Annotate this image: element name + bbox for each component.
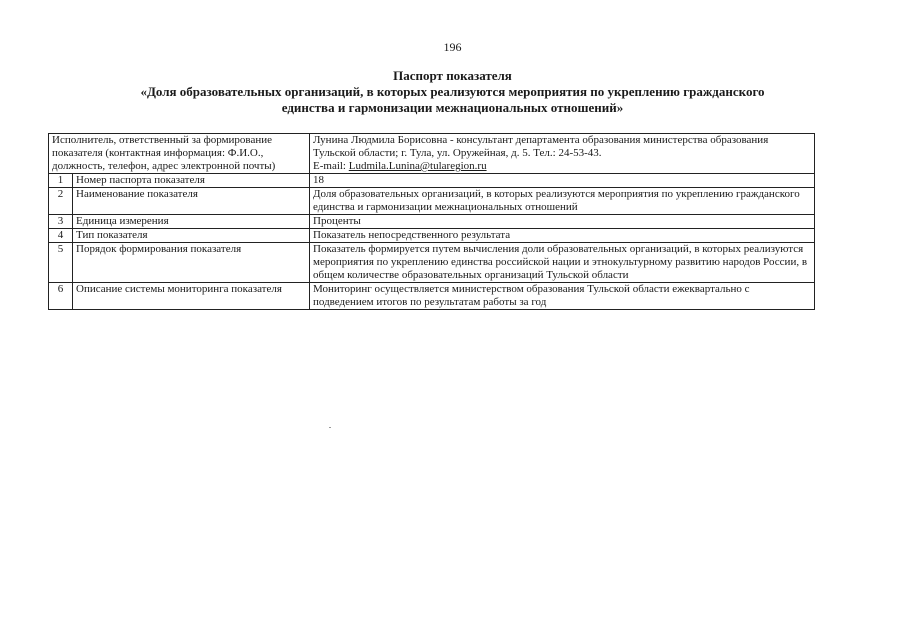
table-row [49, 174, 815, 188]
row-number: 5 [49, 243, 73, 283]
row-number: 3 [49, 215, 73, 229]
row-value: Показатель формируется путем вычисления доли образовательных организаций, в которых реализуются мероприятия по укреплению единства российской нации и этнокультурному развитию народов России, в общем количестве образовательных организаций Тульской области [310, 243, 815, 283]
title-subheading-line1: «Доля образовательных организаций, в которых реализуются мероприятия по укреплению гражданского [140, 84, 765, 99]
table-row [49, 229, 815, 243]
row-value: Проценты [310, 215, 815, 229]
page-number: 196 [443, 40, 462, 54]
email-link[interactable]: Ludmila.Lunina@tularegion.ru [348, 160, 487, 172]
row-value: Доля образовательных организаций, в которых реализуются мероприятия по укреплению гражданского единства и гармонизации межнациональных отношений [310, 188, 815, 215]
executor-email-line [313, 160, 811, 173]
row-label: Описание системы мониторинга показателя [73, 283, 310, 310]
row-label: Порядок формирования показателя [73, 243, 310, 283]
document-title [40, 68, 865, 116]
row-number: 1 [49, 174, 73, 188]
table-row [49, 243, 815, 283]
row-number: 4 [49, 229, 73, 243]
row-label: Номер паспорта показателя [73, 174, 310, 188]
indicator-passport-table [48, 133, 815, 310]
table-row [49, 283, 815, 310]
row-number: 6 [49, 283, 73, 310]
row-value: Показатель непосредственного результата [310, 229, 815, 243]
scan-speck [329, 427, 331, 428]
executor-contact: Лунина Людмила Борисовна - консультант департамента образования министерства образования Тульской области; г. Тула, ул. Оружейная, д. 5. Тел.: 24-53-43. [313, 134, 769, 159]
row-label: Единица измерения [73, 215, 310, 229]
row-number: 2 [49, 188, 73, 215]
row-value: Мониторинг осуществляется министерством образования Тульской области ежеквартально с подведением итогов по результатам работы за год [310, 283, 815, 310]
table-row [49, 188, 815, 215]
row-value: 18 [310, 174, 815, 188]
row-label: Наименование показателя [73, 188, 310, 215]
executor-value [310, 134, 815, 174]
title-subheading-line2: единства и гармонизации межнациональных отношений» [281, 100, 624, 115]
title-heading: Паспорт показателя [393, 68, 512, 83]
executor-label: Исполнитель, ответственный за формирование показателя (контактная информация: Ф.И.О., должность, телефон, адрес электронной почты) [49, 134, 310, 174]
email-prefix: E-mail: [313, 160, 349, 172]
table-row-executor [49, 134, 815, 174]
row-label: Тип показателя [73, 229, 310, 243]
table-row [49, 215, 815, 229]
